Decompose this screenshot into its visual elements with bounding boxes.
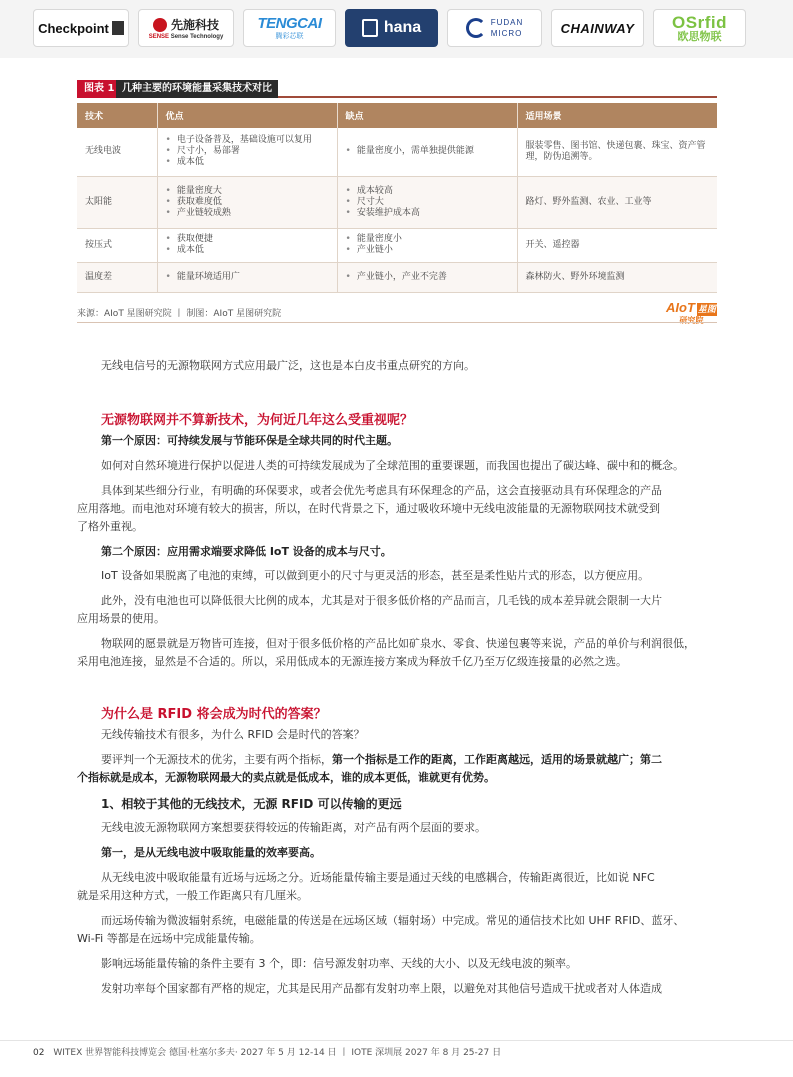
chainway-logo-text: CHAINWAY <box>560 20 635 36</box>
fudan-micro-logo <box>447 9 542 47</box>
list-item: • 成本较高 <box>346 186 509 197</box>
sense-mark-icon <box>153 18 167 32</box>
header-cons: 缺点 <box>337 103 517 128</box>
section-heading-why-rfid: 为什么是 RFID 将会成为时代的答案？ <box>101 707 327 722</box>
chainway-logo <box>551 9 644 47</box>
list-item: • 获取难度低 <box>166 197 329 208</box>
checkpoint-logo-text: Checkpoint <box>38 20 109 36</box>
fudan-logo-line2: MICRO <box>490 29 523 38</box>
sense-logo-en: Sense Technology <box>170 34 224 40</box>
cell-pros <box>157 262 337 292</box>
cell-cons <box>337 228 517 262</box>
figure-source: 来源：AIoT 星图研究院 丨 制图：AIoT 星图研究院 <box>77 309 282 319</box>
table-header-row <box>77 103 717 128</box>
list-item: • 尺寸大 <box>346 197 509 208</box>
sense-logo-cn: 先施科技 <box>170 18 219 32</box>
paragraph: 具体到某些细分行业，有明确的环保要求，或者会优先考虑具有环保理念的产品，这会直接驱动具有环保理念的产品 <box>101 484 662 497</box>
section-heading-why-now: 无源物联网并不算新技术，为何近几年这么受重视呢？ <box>101 413 414 428</box>
paragraph <box>101 750 719 770</box>
cell-pros <box>157 128 337 176</box>
cell-pros <box>157 228 337 262</box>
paragraph: Wi-Fi 等都是在远场中完成能量传输。 <box>77 932 261 945</box>
cell-tech: 温度差 <box>77 262 157 292</box>
hana-mark-icon <box>362 19 378 37</box>
list-item: • 产业链小，产业不完善 <box>346 272 509 283</box>
tengcai-logo-cn: 腾彩芯联 <box>275 32 304 40</box>
table-row <box>77 176 717 228</box>
cell-scene: 路灯、野外监测、农业、工业等 <box>517 176 717 228</box>
hana-logo-text: hana <box>383 19 422 36</box>
cell-scene: 森林防火、野外环境监测 <box>517 262 717 292</box>
list-item: • 能量密度小，需单独提供能源 <box>346 146 509 157</box>
paragraph: 而远场传输为微波辐射系统，电磁能量的传送是在远场区域（辐射场）中完成。常见的通信技术比如 UHF RFID、蓝牙、 <box>101 914 685 927</box>
fudan-mark-icon <box>466 18 486 38</box>
paragraph: 如何对自然环境进行保护以促进人类的可持续发展成为了全球范围的重要课题，而我国也提出了碳达峰、碳中和的概念。 <box>101 459 684 472</box>
sense-logo-brand: SENSE <box>148 34 170 40</box>
paragraph: IoT 设备如果脱离了电池的束缚，可以做到更小的尺寸与更灵活的形态，甚至是柔性贴片式的形态，以方便应用。 <box>101 569 650 582</box>
reason-one-heading: 第一个原因：可持续发展与节能环保是全球共同的时代主题。 <box>101 434 398 447</box>
header-pros: 优点 <box>157 103 337 128</box>
table-row <box>77 228 717 262</box>
paragraph: 从无线电波中吸取能量有近场与远场之分。近场能量传输主要是通过天线的电感耦合，传输距离很近，比如说 NFC <box>101 871 655 884</box>
cell-tech: 太阳能 <box>77 176 157 228</box>
list-item: • 产业链较成熟 <box>166 208 329 219</box>
footer-event-text: WITEX 世界智能科技博览会 德国·杜塞尔多夫· 2027 年 5 月 12-14 日 丨 IOTE 深圳展 2027 年 8 月 25-27 日 <box>53 1048 502 1058</box>
tengcai-logo <box>243 9 336 47</box>
reason-two-heading: 第二个原因：应用需求端要求降低 IoT 设备的成本与尺寸。 <box>101 545 392 558</box>
list-item: • 能量密度小 <box>346 234 509 245</box>
list-item: • 能量密度大 <box>166 186 329 197</box>
paragraph: 此外，没有电池也可以降低很大比例的成本，尤其是对于很多低价格的产品而言，几毛钱的成本差异就会限制一大片 <box>101 594 662 607</box>
checkpoint-logo <box>33 9 129 47</box>
list-item: • 电子设备普及，基础设施可以复用 <box>166 135 329 146</box>
cell-tech: 无线电波 <box>77 128 157 176</box>
requirement-one: 第一，是从无线电波中吸取能量的效率要高。 <box>101 846 321 859</box>
paragraph-plain: 要评判一个无源技术的优劣，主要有两个指标， <box>101 753 332 766</box>
list-item: • 安装维护成本高 <box>346 208 509 219</box>
paragraph: 了格外重视。 <box>77 520 143 533</box>
osrfid-logo-cn: 欧思物联 <box>677 29 722 43</box>
page-number: 02 <box>33 1048 45 1058</box>
osrfid-logo <box>653 9 746 47</box>
paragraph: 物联网的愿景就是万物皆可连接，但对于很多低价格的产品比如矿泉水、零食、快递包裹等来说，产品的单价与利润很低， <box>101 637 695 650</box>
cell-scene: 开关、遥控器 <box>517 228 717 262</box>
fudan-logo-line1: FUDAN <box>490 18 524 27</box>
cell-cons <box>337 262 517 292</box>
hana-logo <box>345 9 438 47</box>
energy-harvesting-table <box>77 103 717 293</box>
page-footer <box>33 1045 501 1058</box>
paragraph: 影响远场能量传输的条件主要有 3 个，即：信号源发射功率、天线的大小、以及无线电波的频率。 <box>101 957 577 970</box>
header-scene: 适用场景 <box>517 103 717 128</box>
paragraph-intro: 无线电信号的无源物联网方式应用最广泛，这也是本白皮书重点研究的方向。 <box>101 359 475 372</box>
figure-title-bar <box>77 80 717 98</box>
tengcai-logo-text: TENGCAI <box>257 15 322 32</box>
osrfid-logo-text: OSrfid <box>672 12 727 32</box>
paragraph: 应用场景的使用。 <box>77 612 165 625</box>
aiot-logo-box: 星图 <box>697 304 716 314</box>
aiot-logo-sub: 研究院 <box>679 316 704 325</box>
footer-divider <box>0 1040 793 1041</box>
figure-title: 几种主要的环境能量采集技术对比 <box>116 80 278 98</box>
paragraph-emphasis: 个指标就是成本，无源物联网最大的卖点就是低成本，谁的成本更低，谁就更有优势。 <box>77 771 495 784</box>
cell-cons <box>337 176 517 228</box>
aiot-logo-text: AIoT <box>666 300 695 315</box>
list-item: • 产业链小 <box>346 245 509 256</box>
sense-technology-logo <box>138 9 234 47</box>
paragraph: 采用电池连接，显然是不合适的。所以，采用低成本的无源连接方案成为释放千亿乃至万亿级连接量的必然之选。 <box>77 655 627 668</box>
list-item: • 获取便捷 <box>166 234 329 245</box>
paragraph-emphasis: 第一个指标是工作的距离，工作距离越远，适用的场景就越广；第二 <box>332 753 662 766</box>
paragraph: 无线电波无源物联网方案想要获得较远的传输距离，对产品有两个层面的要求。 <box>101 821 486 834</box>
cell-scene: 服装零售、图书馆、快递包裹、珠宝、资产管理，防伪追溯等。 <box>517 128 717 176</box>
source-divider <box>77 322 717 323</box>
sponsor-logo-bar <box>0 0 793 58</box>
cell-cons <box>337 128 517 176</box>
list-item: • 成本低 <box>166 157 329 168</box>
table-row <box>77 128 717 176</box>
list-item: • 尺寸小，易部署 <box>166 146 329 157</box>
list-item: • 成本低 <box>166 245 329 256</box>
paragraph: 无线传输技术有很多，为什么 RFID 会是时代的答案？ <box>101 728 365 741</box>
list-item: • 能量环境适用广 <box>166 272 329 283</box>
table-row <box>77 262 717 292</box>
cell-pros <box>157 176 337 228</box>
paragraph: 发射功率每个国家都有严格的规定，尤其是民用产品都有发射功率上限，以避免对其他信号造成干扰或者对人体造成 <box>101 982 662 995</box>
paragraph: 应用落地。而电池对环境有较大的损害，所以，在时代背景之下，通过吸收环境中无线电波能量的无源物联网技术就受到 <box>77 502 660 515</box>
header-tech: 技术 <box>77 103 157 128</box>
paragraph: 就是采用这种方式，一般工作距离只有几厘米。 <box>77 889 308 902</box>
checkpoint-mark-icon <box>112 21 124 35</box>
figure-label: 图表 1 <box>77 80 121 98</box>
subsection-heading-range: 1、相较于其他的无线技术，无源 RFID 可以传输的更远 <box>101 797 402 811</box>
cell-tech: 按压式 <box>77 228 157 262</box>
